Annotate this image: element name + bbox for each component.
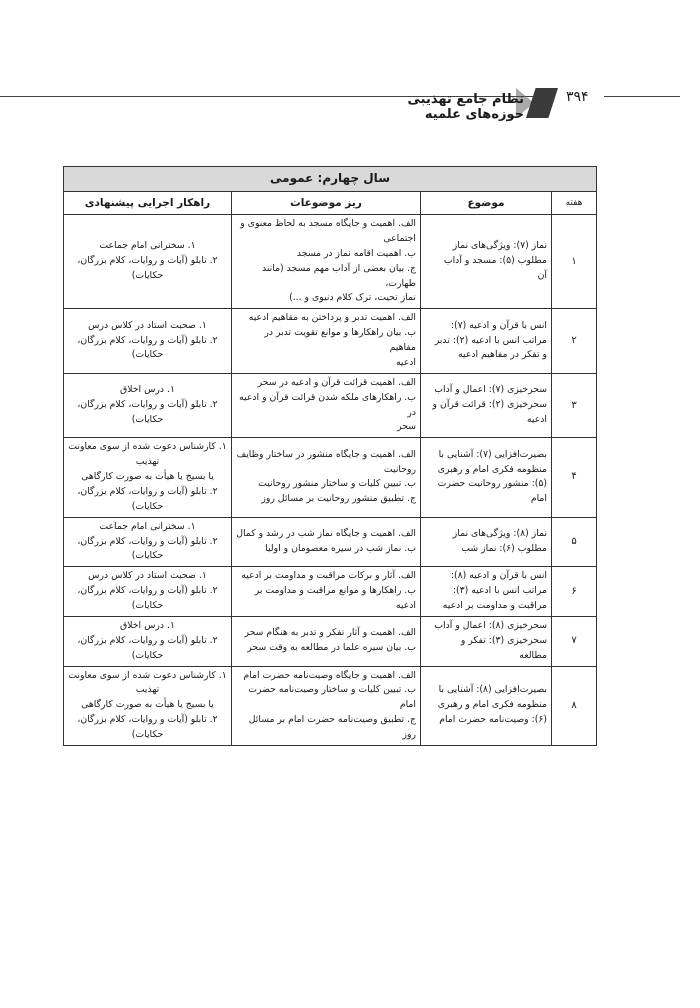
subtopics-cell-line: ب. تبیین کلیات و ساختار وصیت‌نامه حضرت امام: [248, 684, 416, 711]
topic-cell: [421, 616, 552, 666]
subtopics-cell: [232, 666, 421, 745]
week-cell: ۱: [552, 215, 597, 309]
topic-cell-line: سحرخیزی (۳): تفکر و: [460, 634, 547, 646]
topic-cell-line: (۵): منشور روحانیت حضرت: [437, 478, 547, 490]
subtopics-cell: [232, 517, 421, 567]
approach-cell-line: ۲. تابلو (آیات و روایات، کلام بزرگان، حکایات): [77, 535, 218, 562]
approach-cell: [64, 373, 232, 438]
week-cell: ۸: [552, 666, 597, 745]
topic-cell-line: (۶): وصیت‌نامه حضرت امام: [439, 714, 547, 726]
subtopics-cell-line: الف. اهمیت و آثار تفکر و تدبر به هنگام سحر: [244, 627, 416, 639]
approach-cell: [64, 666, 232, 745]
topic-cell-line: بصیرت‌افزایی (۷): آشنایی با: [438, 448, 547, 460]
approach-cell-line: یا بسیج یا هیأت به صورت کارگاهی: [81, 471, 214, 482]
approach-cell-line: ۱. سخنرانی امام جماعت: [99, 520, 196, 532]
week-cell: ۶: [552, 567, 597, 617]
subtopics-cell-line: ج. تطبیق وصیت‌نامه حضرت امام بر مسائل روز: [248, 714, 416, 740]
subtopics-cell-line: ب. راهکارهای ملکه شدن قرائت قرآن و ادعیه در: [239, 391, 416, 418]
subtopics-cell-line: ج. تطبیق منشور روحانیت بر مسائل روز: [261, 493, 416, 505]
table-row: [64, 373, 597, 438]
subtopics-cell-line: ب. بیان سیره علما در مطالعه به وقت سحر: [247, 642, 416, 654]
column-header-subtopics: ریز موضوعات: [232, 192, 421, 215]
table-body: [64, 215, 597, 746]
topic-cell-line: و تفکر در مفاهیم ادعیه: [458, 349, 547, 361]
topic-cell-line: مراتب انس با ادعیه (۲): تدبر: [434, 334, 547, 346]
subtopics-cell-line: الف. اهمیت و جایگاه نماز شب در رشد و کمال: [236, 528, 416, 540]
approach-cell-line: ۲. تابلو (آیات و روایات، کلام بزرگان، حکایات): [77, 634, 218, 661]
column-header-approach: راهکار اجرایی پیشنهادی: [64, 192, 232, 215]
table-row: [64, 517, 597, 567]
topic-cell-line: آن: [537, 270, 547, 282]
subtopics-cell-line: اجتماعی: [383, 232, 416, 244]
topic-cell-line: مراقبت و مداومت بر ادعیه: [442, 600, 547, 611]
subtopics-cell: [232, 373, 421, 438]
approach-cell: [64, 309, 232, 374]
approach-cell-line: ۲. تابلو (آیات و روایات، کلام بزرگان، حکایات): [77, 334, 218, 361]
approach-cell-line: ۱. سخنرانی امام جماعت: [99, 240, 196, 252]
subtopics-cell-line: ب. نماز شب در سیره معصومان و اولیا: [265, 542, 416, 554]
week-cell: ۳: [552, 373, 597, 438]
page-number: ۳۹۴: [566, 89, 589, 105]
topic-cell-line: منظومه فکری امام و رهبری: [437, 699, 547, 711]
week-cell: ۵: [552, 517, 597, 567]
subtopics-cell-line: نماز تحیت، ترک کلام دنیوی و ...): [289, 292, 416, 304]
subtopics-cell-line: الف. اهمیت تدبر و پرداختن به مفاهیم ادعیه: [248, 312, 416, 324]
approach-cell-line: ۲. تابلو (آیات و روایات، کلام بزرگان، حکایات): [77, 255, 218, 282]
subtopics-cell-line: الف. اهمیت و جایگاه مسجد به لحاظ معنوی و: [240, 218, 416, 229]
curriculum-table: [63, 166, 597, 746]
column-header-week: هفته: [552, 192, 597, 215]
topic-cell: [421, 517, 552, 567]
topic-cell-line: ادعیه: [526, 413, 547, 425]
subtopics-cell-line: ب. تبیین کلیات و ساختار منشور روحانیت: [258, 478, 416, 490]
topic-cell-line: مطالعه: [519, 649, 547, 661]
topic-cell-line: انس با قرآن و ادعیه (۸):: [450, 570, 547, 582]
subtopics-cell-line: الف. اهمیت و جایگاه وصیت‌نامه حضرت امام: [243, 669, 416, 681]
topic-cell: [421, 309, 552, 374]
table-row: [64, 438, 597, 517]
approach-cell-line: ۱. صحبت استاد در کلاس درس: [88, 570, 207, 582]
topic-cell-line: سحرخیزی (۸): اعمال و آداب: [434, 619, 547, 631]
approach-cell: [64, 438, 232, 517]
topic-cell-line: سحرخیزی (۷): اعمال و آداب: [434, 384, 547, 396]
subtopics-cell-line: ادعیه: [395, 356, 416, 368]
topic-cell: [421, 373, 552, 438]
approach-cell: [64, 215, 232, 309]
approach-cell: [64, 616, 232, 666]
topic-cell-line: مطلوب (۶): نماز شب: [461, 542, 547, 554]
subtopics-cell-line: ب. راهکارها و موانع مراقبت و مداومت بر: [254, 585, 416, 597]
table-row: [64, 215, 597, 309]
approach-cell: [64, 517, 232, 567]
approach-cell-line: ۲. تابلو (آیات و روایات، کلام بزرگان، حکایات): [77, 585, 218, 611]
column-header-topic: موضوع: [421, 192, 552, 215]
subtopics-cell-line: سحر: [397, 421, 416, 433]
subtopics-cell-line: روحانیت: [383, 463, 416, 475]
subtopics-cell-line: ادعیه: [395, 600, 416, 611]
approach-cell-line: ۲. تابلو (آیات و روایات، کلام بزرگان، حکایات): [77, 485, 218, 512]
topic-cell: [421, 215, 552, 309]
approach-cell-line: یا بسیج یا هیأت به صورت کارگاهی: [81, 699, 214, 711]
subtopics-cell-line: ج. بیان بعضی از آداب مهم مسجد (مانند طهارت،: [261, 262, 416, 289]
topic-cell-line: منظومه فکری امام و رهبری: [437, 463, 547, 475]
subtopics-cell-line: الف. اهمیت و جایگاه منشور در ساختار وظایف: [236, 448, 416, 460]
topic-cell-line: نماز (۸): ویژگی‌های نماز: [452, 528, 547, 540]
approach-cell-line: ۱. درس اخلاق: [120, 384, 175, 396]
header-rule-right: [604, 96, 680, 97]
book-title: نظام جامع تهذیبی حوزه‌های علمیه: [407, 92, 524, 122]
subtopics-cell: [232, 215, 421, 309]
topic-cell-line: نماز (۷): ویژگی‌های نماز: [452, 240, 547, 252]
topic-cell-line: سحرخیزی (۲): قرائت قرآن و: [432, 399, 547, 411]
subtopics-cell-line: ب. بیان راهکارها و موانع تقویت تدبر در مفاهیم: [264, 327, 416, 353]
approach-cell-line: ۱. کارشناس دعوت شده از سوی معاونت تهذیب: [68, 441, 227, 468]
subtopics-cell-line: ب. اهمیت اقامه نماز در مسجد: [296, 247, 416, 259]
approach-cell-line: ۱. درس اخلاق: [120, 619, 175, 631]
approach-cell: [64, 567, 232, 617]
approach-cell-line: ۱. صحبت استاد در کلاس درس: [88, 319, 207, 331]
topic-cell-line: امام: [530, 493, 547, 505]
subtopics-cell: [232, 438, 421, 517]
topic-cell-line: بصیرت‌افزایی (۸): آشنایی با: [438, 684, 547, 696]
topic-cell: [421, 438, 552, 517]
subtopics-cell: [232, 616, 421, 666]
week-cell: ۲: [552, 309, 597, 374]
year-title: سال چهارم: عمومی: [64, 167, 597, 192]
topic-cell-line: انس با قرآن و ادعیه (۷):: [450, 319, 547, 331]
topic-cell: [421, 666, 552, 745]
approach-cell-line: ۲. تابلو (آیات و روایات، کلام بزرگان، حکایات): [77, 714, 218, 740]
table-row: [64, 666, 597, 745]
subtopics-cell-line: الف. آثار و برکات مراقبت و مداومت بر ادعیه: [241, 570, 416, 582]
topic-cell: [421, 567, 552, 617]
subtopics-cell: [232, 567, 421, 617]
table-row: [64, 567, 597, 617]
week-cell: ۷: [552, 616, 597, 666]
week-cell: ۴: [552, 438, 597, 517]
approach-cell-line: ۲. تابلو (آیات و روایات، کلام بزرگان، حکایات): [77, 399, 218, 425]
table-row: [64, 309, 597, 374]
subtopics-cell-line: الف. اهمیت قرائت قرآن و ادعیه در سحر: [257, 376, 416, 388]
subtopics-cell: [232, 309, 421, 374]
table-row: [64, 616, 597, 666]
approach-cell-line: ۱. کارشناس دعوت شده از سوی معاونت تهذیب: [68, 669, 227, 696]
topic-cell-line: مطلوب (۵): مسجد و آداب: [443, 255, 547, 267]
topic-cell-line: مراتب انس با ادعیه (۳):: [452, 585, 547, 597]
